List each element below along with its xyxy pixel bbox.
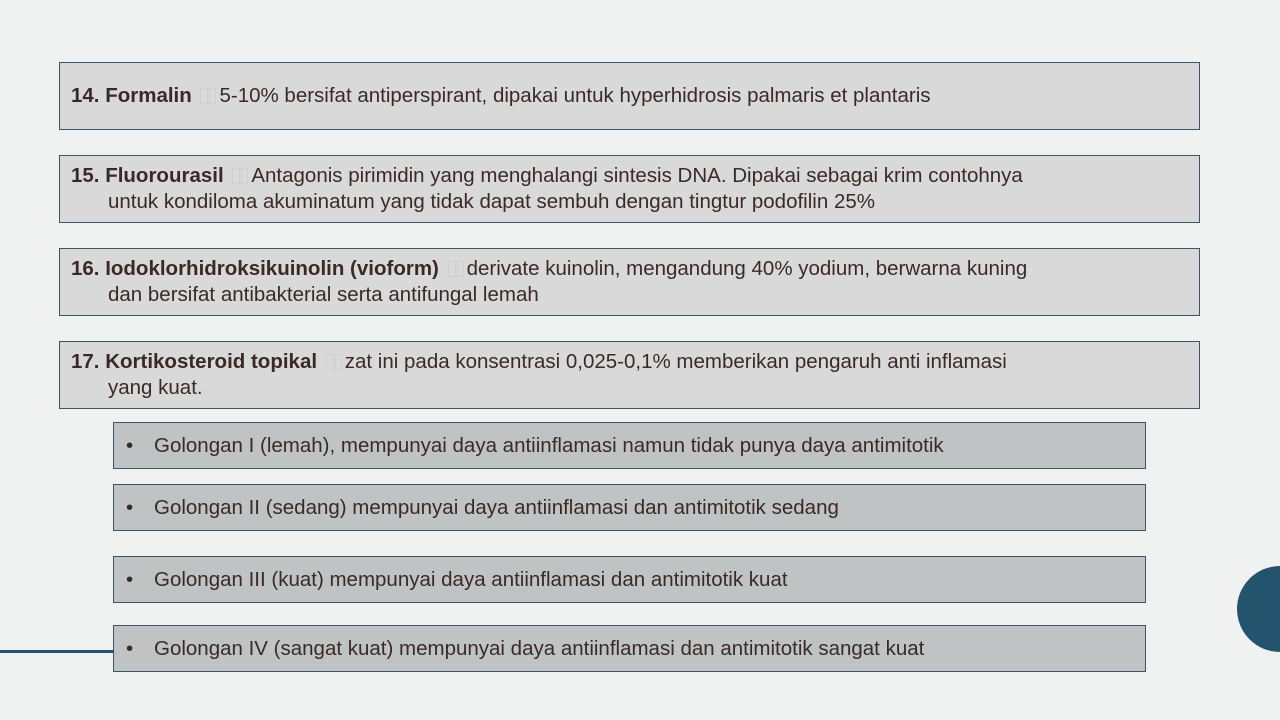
golongan-2	[113, 484, 1146, 531]
golongan-text: Golongan III (kuat) mempunyai daya antiinflamasi dan antimitotik kuat	[154, 567, 788, 591]
item-title: 16. Iodoklorhidroksikuinolin (vioform)	[71, 257, 439, 280]
item-description: Antagonis pirimidin yang menghalangi sintesis DNA. Dipakai sebagai krim contohnya	[251, 164, 1023, 187]
arrow-icon	[448, 261, 464, 277]
item-line-2: yang kuat.	[108, 376, 203, 399]
arrow-icon	[200, 88, 216, 104]
item-formalin	[59, 62, 1200, 130]
item-line-1	[71, 163, 1185, 189]
item-line-2: untuk kondiloma akuminatum yang tidak dapat sembuh dengan tingtur podofilin 25%	[108, 190, 875, 213]
item-description: zat ini pada konsentrasi 0,025-0,1% memberikan pengaruh anti inflamasi	[344, 350, 1007, 373]
arrow-icon	[232, 168, 248, 184]
decorative-accent-circle	[1237, 566, 1280, 652]
item-description: derivate kuinolin, mengandung 40% yodium, berwarna kuning	[466, 257, 1028, 280]
bullet-icon: •	[126, 636, 134, 660]
bullet-icon: •	[126, 433, 134, 457]
bullet-icon: •	[126, 567, 134, 591]
golongan-4	[113, 625, 1146, 672]
golongan-text: Golongan IV (sangat kuat) mempunyai daya antiinflamasi dan antimitotik sangat kuat	[154, 636, 925, 660]
item-line-1	[71, 83, 1185, 109]
item-title: 15. Fluorourasil	[71, 164, 224, 187]
golongan-text: Golongan I (lemah), mempunyai daya antiinflamasi namun tidak punya daya antimitotik	[154, 433, 944, 457]
item-line-2: dan bersifat antibakterial serta antifungal lemah	[108, 283, 539, 306]
item-fluorourasil	[59, 155, 1200, 223]
golongan-1	[113, 422, 1146, 469]
bullet-icon: •	[126, 495, 134, 519]
item-title: 17. Kortikosteroid topikal	[71, 350, 318, 373]
item-description: 5-10% bersifat antiperspirant, dipakai untuk hyperhidrosis palmaris et plantaris	[219, 84, 931, 107]
arrow-icon	[326, 354, 342, 370]
golongan-text: Golongan II (sedang) mempunyai daya antiinflamasi dan antimitotik sedang	[154, 495, 839, 519]
item-line-1	[71, 256, 1185, 282]
item-line-1	[71, 349, 1185, 375]
item-kortikosteroid	[59, 341, 1200, 409]
decorative-accent-line	[0, 650, 114, 653]
item-title: 14. Formalin	[71, 84, 192, 107]
golongan-3	[113, 556, 1146, 603]
item-iodoklorhidroksikuinolin	[59, 248, 1200, 316]
